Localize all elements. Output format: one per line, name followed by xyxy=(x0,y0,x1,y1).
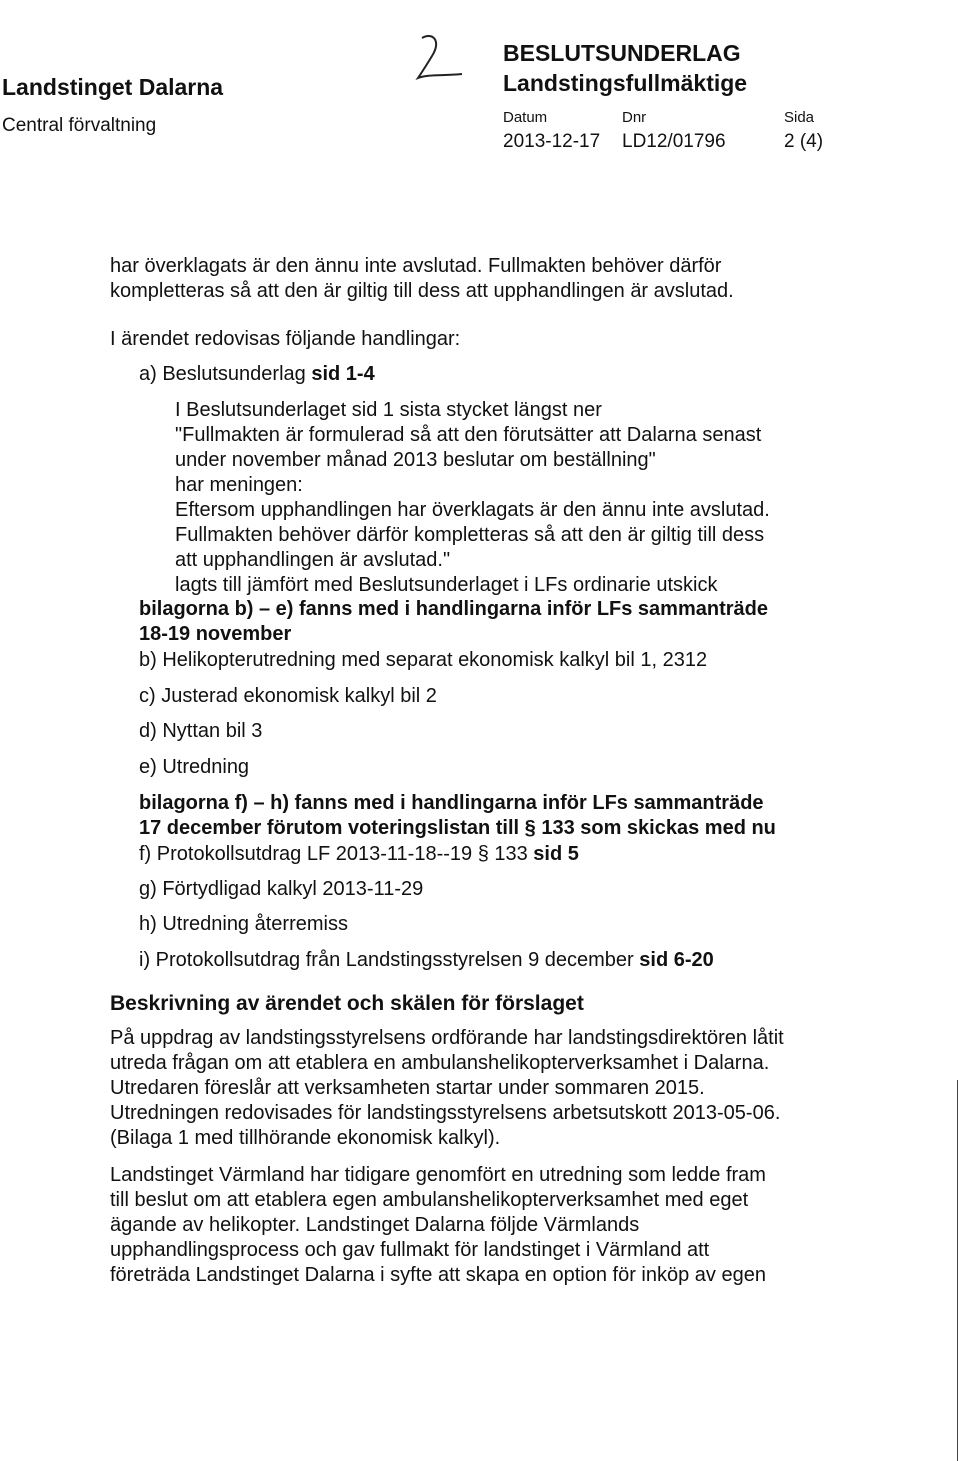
intro-line: har överklagats är den ännu inte avslutad. Fullmakten behöver därför xyxy=(110,255,722,277)
note-line: lagts till jämfört med Beslutsunderlaget i LFs ordinarie utskick xyxy=(175,574,718,596)
group-heading-line: 18-19 november xyxy=(139,623,292,645)
note-line: under november månad 2013 beslutar om beställning" xyxy=(175,449,656,471)
sida-value: 2 (4) xyxy=(784,131,824,152)
department-name: Central förvaltning xyxy=(2,115,157,136)
note-line: Eftersom upphandlingen har överklagats är den ännu inte avslutad. xyxy=(175,499,770,521)
datum-label: Datum xyxy=(503,109,548,126)
note-block xyxy=(175,398,770,598)
note-line: "Fullmakten är formulerad så att den förutsätter att Dalarna senast xyxy=(175,424,762,446)
paragraph-line: (Bilaga 1 med tillhörande ekonomisk kalkyl). xyxy=(110,1127,501,1149)
page-reference: sid 1-4 xyxy=(311,363,375,385)
paragraph-line: Utredningen redovisades för landstingsstyrelsens arbetsutskott 2013-05-06. xyxy=(110,1102,781,1124)
note-line: att upphandlingen är avslutad." xyxy=(175,549,451,571)
paragraph-line: På uppdrag av landstingsstyrelsens ordförande har landstingsdirektören låtit xyxy=(110,1027,784,1049)
note-line: I Beslutsunderlaget sid 1 sista stycket längst ner xyxy=(175,399,602,421)
list-item-b: b) Helikopterutredning med separat ekonomisk kalkyl bil 1, 2312 xyxy=(139,649,708,671)
list-item-e: e) Utredning xyxy=(139,756,250,778)
intro-line: kompletteras så att den är giltig till dess att upphandlingen är avslutad. xyxy=(110,280,734,302)
note-line: Fullmakten behöver därför kompletteras så att den är giltig till dess xyxy=(175,524,765,546)
list-item-c: c) Justerad ekonomisk kalkyl bil 2 xyxy=(139,685,437,707)
datum-value: 2013-12-17 xyxy=(503,131,601,152)
note-line: har meningen: xyxy=(175,474,303,496)
handlingar-lead: I ärendet redovisas följande handlingar: xyxy=(110,328,461,350)
paragraph-line: Utredaren föreslår att verksamheten startar under sommaren 2015. xyxy=(110,1077,705,1099)
doc-type-title: BESLUTSUNDERLAG xyxy=(503,40,741,66)
paragraph-line: Landstinget Värmland har tidigare genomfört en utredning som ledde fram xyxy=(110,1164,766,1186)
list-item-f xyxy=(139,842,579,867)
page-reference: sid 5 xyxy=(533,843,579,865)
list-item-h: h) Utredning återremiss xyxy=(139,913,348,935)
organization-name: Landstinget Dalarna xyxy=(2,74,224,100)
group-heading-line: 17 december förutom voteringslistan till § 133 som skickas med nu xyxy=(139,817,776,839)
scan-margin-line xyxy=(957,1080,958,1461)
list-item-text: i) Protokollsutdrag från Landstingsstyrelsen 9 december xyxy=(139,949,640,971)
attachment-group-2-heading xyxy=(139,791,776,841)
section-heading: Beskrivning av ärendet och skälen för förslaget xyxy=(110,992,584,1015)
list-item-i xyxy=(139,948,714,973)
section-paragraph-2 xyxy=(110,1163,766,1288)
paragraph-line: företräda Landstinget Dalarna i syfte att skapa en option för inköp av egen xyxy=(110,1264,766,1286)
list-item-g: g) Förtydligad kalkyl 2013-11-29 xyxy=(139,878,424,900)
list-item-a xyxy=(139,362,375,387)
list-item-text: f) Protokollsutdrag LF 2013-11-18--19 § 133 xyxy=(139,843,534,865)
attachment-group-1-heading xyxy=(139,597,768,647)
paragraph-line: upphandlingsprocess och gav fullmakt för landstinget i Värmland att xyxy=(110,1239,710,1261)
paragraph-line: ägande av helikopter. Landstinget Dalarna följde Värmlands xyxy=(110,1214,640,1236)
doc-body-title: Landstingsfullmäktige xyxy=(503,70,748,96)
sida-label: Sida xyxy=(784,109,815,126)
list-item-d: d) Nyttan bil 3 xyxy=(139,720,263,742)
group-heading-line: bilagorna b) – e) fanns med i handlingarna inför LFs sammanträde xyxy=(139,598,768,620)
page-reference: sid 6-20 xyxy=(639,949,714,971)
list-item-text: a) Beslutsunderlag xyxy=(139,363,312,385)
handwritten-mark xyxy=(410,30,470,90)
dnr-value: LD12/01796 xyxy=(622,131,726,152)
section-paragraph-1 xyxy=(110,1026,784,1151)
dnr-label: Dnr xyxy=(622,109,647,126)
paragraph-line: till beslut om att etablera egen ambulanshelikopterverksamhet med eget xyxy=(110,1189,749,1211)
paragraph-line: utreda frågan om att etablera en ambulanshelikopterverksamhet i Dalarna. xyxy=(110,1052,770,1074)
group-heading-line: bilagorna f) – h) fanns med i handlingarna inför LFs sammanträde xyxy=(139,792,764,814)
intro-paragraph xyxy=(110,254,734,304)
